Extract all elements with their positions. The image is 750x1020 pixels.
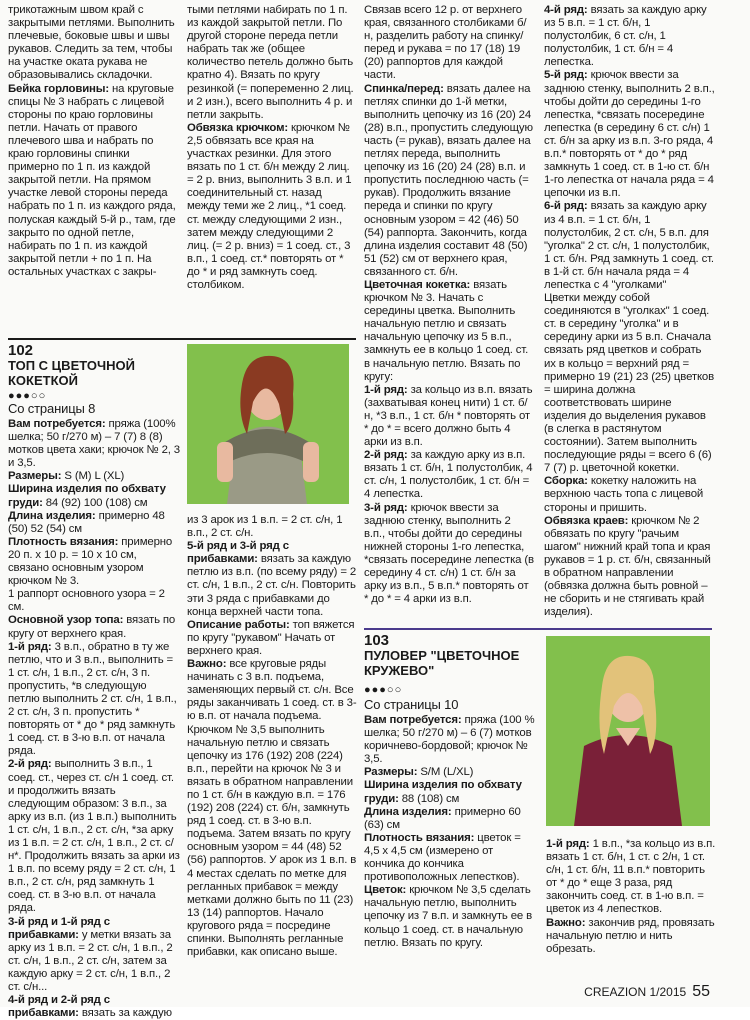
article-103-col3: Вам потребуется: пряжа (100 % шелка; 50 г/270 м) – 6 (7) мотков коричнево-бордовой; крючок № 3,5. Размеры: S/M (L/XL) Ширина изделия по обхвату груди: 88 (108) см Длина изделия: примерно 60 (63) см Плотность вязания: цветок = 4,5 х 4,5 см (измерено от кончика до кончика противоположных лепестков). Цветок: крючком № 3,5 сделать начальную петлю, выполнить цепочку из 7 в.п. и замкнуть ее в кольцо 1 соед. ст. в начальную петлю. Вязать по кругу. bbox=[364, 714, 535, 949]
page-number: 55 bbox=[692, 983, 710, 1000]
difficulty-rating: ●●●○○ bbox=[8, 390, 47, 402]
col2-top-text: тыми петлями набирать по 1 п. из каждой закрытой петли. По другой стороне переда петли набрать так же (общее количество петель должно быть кратно 4). Вязать по кругу резинкой (= попеременно 2 лиц. и 2 изн.), всего выполнить 4 р. и петли закрыть. Обвязка крючком: крючком № 2,5 обвязать все края на участках резинки. Для этого вязать по 1 ст. б/н между 2 лиц. = 2 р. вниз, выполнить 3 в.п. и 1 соединительный ст. назад между теми же 2 лиц., *1 соед. ст. между следующими 2 изн., затем между следующими 2 лиц. (= 2 р. вниз) = 1 соед. ст., 3 в.п., 1 соед. ст.* повторять от * до * и ряд замкнуть соед. столбиком. bbox=[187, 4, 354, 291]
article-102-col1: Вам потребуется: пряжа (100% шелка; 50 г/270 м) – 7 (7) 8 (8) мотков цвета хаки; крючок № 2, 3 и 3,5. Размеры: S (M) L (XL) Ширина изделия по обхвату груди: 84 (92) 100 (108) см Длина изделия: примерно 48 (50) 52 (54) см Плотность вязания: примерно 20 п. х 10 р. = 10 х 10 см, связано основным узором крючком № 3. 1 раппорт основного узора = 2 см. Основной узор топа: вязать по кругу от верхнего края. 1-й ряд: 3 в.п., обратно в ту же петлю, что и 3 в.п., выполнить = 1 ст. с/н, 1 в.п., 2 ст. с/н, 3 п. пропустить, *в следующую петлю выполнить 2 ст. с/н, 1 в.п., 2 ст. с/н, 3 п. пропустить * повторять от * до * ряд замкнуть 1 соед. ст. в 3-ю в.п. от начала ряда. 2-й ряд: выполнить 3 в.п., 1 соед. ст., через ст. с/н 1 соед. ст. и продолжить вязать следующим образом: 3 в.п., за арку из в.п. (из 1 в.п.) выполнить 1 ст. с/н, 1 в.п., 2 ст. с/н, *за арку из 1 в.п. = 2 ст. с/н, 1 в.п., 2 ст. с/н*. Продолжить вязать за арки из 1 в.п. по всему ряду = 2 ст. с/н, 1 в.п., 2 ст. с/н, ряд замкнуть 1 соед. ст. в 3-ю в.п. от начала ряда. 3-й ряд и 1-й ряд с прибавками: у метки вязать за арку из 1 в.п. = 2 ст. с/н, 1 в.п., 2 ст. с/н, 1 в.п., 2 ст. с/н, затем за каждую арку = 2 ст. с/н, 1 в.п., 2 ст. с/н... 4-й ряд и 2-й ряд с прибавками: вязать за каждую bbox=[8, 418, 180, 1020]
article-102-photo bbox=[187, 344, 349, 504]
model-photo-illustration bbox=[187, 344, 349, 504]
col3-text: Связав всего 12 р. от верхнего края, связанного столбиками б/н, разделить работу на спинку/перед и рукава = по 17 (18) 19 (20) раппортов для каждой части. Спинка/перед: вязать далее на петлях спинки до 1-й метки, выполнить цепочку из 16 (20) 24 (28) в.п., пропустить следующую часть (= рукав), вязать далее на петлях переда, выполнить цепочку из 16 (20) 24 (28) в.п. и пропустить последнюю часть (= рукав). Продолжить вязание переда и спинки по кругу основным узором = 42 (46) 50 (54) раппорта. Закончить, когда длина изделия составит 48 (50) 51 (52) см от верхнего края, связанного ст. б/н. Цветочная кокетка: вязать крючком № 3. Начать с середины цветка. Выполнить начальную петлю и связать начальную цепочку из 5 в.п., замкнуть ее в кольцо 1 соед. ст. в начальную петлю. Вязать по кругу: 1-й ряд: за кольцо из в.п. вязать (захватывая конец нити) 1 ст. б/н, *3 в.п., 1 ст. б/н * повторять от * до * = всего должно быть 4 арки из в.п. 2-й ряд: за каждую арку из в.п. вязать 1 ст. б/н, 1 полустолбик, 4 ст. с/н, 1 полустолбик, 1 ст. б/н = 4 лепестка. 3-й ряд: крючок ввести за заднюю стенку, выполнить 2 в.п., чтобы дойти до середины нижней стороны 1-го лепестка, *связать посередине лепестка (в середину 4 ст. с/н) 1 ст. б/н за арку из в.п., 5 в.п.* повторять от * до * = 4 арки из в.п. bbox=[364, 4, 534, 606]
article-103-source: Со страницы 10 bbox=[364, 697, 459, 712]
article-102-number: 102 bbox=[8, 342, 34, 359]
model-photo-illustration-103 bbox=[546, 636, 710, 826]
difficulty-rating-103: ●●●○○ bbox=[364, 684, 403, 696]
article-103-title: ПУЛОВЕР "ЦВЕТОЧНОЕ КРУЖЕВО" bbox=[364, 648, 520, 678]
col1-top-text: трикотажным швом край с закрытыми петлями. Выполнить плечевые, боковые швы и швы рукавов. Следить за тем, чтобы на участке оката рукава не образовывались складочки. Бейка горловины: на круговые спицы № 3 набрать с лицевой стороны по краю горловины петли. Начать от правого плечевого шва и набрать по краю горловины спинки примерно по 1 п. из каждой закрытой петли. На прямом участке левой стороны переда набрать по 1 п. из каждого ряда, полуская каждый 5-й р., там, где закрыто по одной петле, набирать по 1 п. из каждой закрытой петли + по 1 п. На остальных участках с закры- bbox=[8, 4, 176, 278]
article-103-photo bbox=[546, 636, 710, 826]
magazine-issue: CREAZION 1/2015 bbox=[584, 985, 687, 999]
col4-text: 4-й ряд: вязать за каждую арку из 5 в.п. = 1 ст. б/н, 1 полустолбик, 6 ст. с/н, 1 полустолбик, 1 ст. б/н = 4 лепестка. 5-й ряд: крючок ввести за заднюю стенку, выполнить 2 в.п., чтобы дойти до середины 1-го лепестка, *связать посередине лепестка (в середину 6 ст. с/н) 1 ст. б/н за арку из в.п. 3-го ряда, 4 в.п.* повторять от * до * ряд замкнуть 1 соед. ст. в 1-ю ст. б/н 1-го лепестка от начала ряда = 4 цепочки из в.п. 6-й ряд: вязать за каждую арку из 4 в.п. = 1 ст. б/н, 1 полустолбик, 2 ст. с/н, 5 в.п. для "уголка" 2 ст. с/н, 1 полустолбик, 1 ст. б/н. Ряд замкнуть 1 соед. ст. в 1-й ст. б/н начала ряда = 4 лепестка с 4 "уголками" Цветки между собой соединяются в "уголках" 1 соед. ст. в середину "уголка" и в середину арки из 5 в.п. Сначала связать ряд цветков и собрать их в кольцо = верхний ряд = примерно 19 (21) 23 (25) цветков = ширина должна соответствовать ширине изделия до выделения рукавов (в слегка в растянутом состоянии). Затем выполнить последующие ряды = всего 6 (6) 7 (7) р. цветочной кокетки. Сборка: кокетку наложить на верхнюю часть топа с лицевой стороны и пришить. Обвязка краев: крючком № 2 обвязать по кругу "рачьим шагом" нижний край топа и края рукавов = 1 р. ст. б/н, связанный в обратном направлении (обвязка должна быть ровной – не сборить и не стягивать край изделия). bbox=[544, 4, 715, 619]
article-102-col2: из 3 арок из 1 в.п. = 2 ст. с/н, 1 в.п., 2 ст. с/н. 5-й ряд и 3-й ряд с прибавками: вязать за каждую петлю из в.п. (по всему ряду) = 2 ст. с/н, 1 в.п., 2 ст. с/н. Повторить эти 3 ряда с прибавками до конца верхней части топа. Описание работы: топ вяжется по кругу "рукавом" Начать от верхнего края. Важно: все круговые ряды начинать с 3 в.п. подъема, заменяющих первый ст. с/н. Все ряды заканчивать 1 соед. ст. в 3-ю в.п. от начала подъема. Крючком № 3,5 выполнить начальную петлю и связать цепочку из 176 (192) 208 (224) в.п., перейти на крючок № 3 и вязать в обратном направлении по 1 ст. б/н в каждую в.п. = 176 (192) 208 (224) ст. б/н, замкнуть ряд 1 соед. ст. в 3-ю в.п. подъема. Затем вязать по кругу основным узором = 44 (48) 52 (56) раппортов. У арок из 1 в.п. в 4 местах сделать по метке для регланных прибавок = между метками должно быть по 11 (23) 13 (14) раппортов. Начало кругового ряда = посредине спинки. Выполнять регланные прибавки, как описано выше. bbox=[187, 514, 357, 959]
article-102-source: Со страницы 8 bbox=[8, 401, 96, 416]
article-103-rule bbox=[364, 628, 712, 630]
article-102-title: ТОП С ЦВЕТОЧНОЙ КОКЕТКОЙ bbox=[8, 358, 135, 388]
article-102-rule bbox=[8, 338, 356, 340]
article-103-col4: 1-й ряд: 1 в.п., *за кольцо из в.п. вязать 1 ст. б/н, 1 ст. с 2/н, 1 ст. с/н, 1 ст. б/н, 11 в.п.* повторить от * до * еще 3 раза, ряд закончить соед. ст. в 1-ю в.п. = цветок из 4 лепестков. Важно: закончив ряд, провязать начальную петлю и нить обрезать. bbox=[546, 838, 716, 955]
article-103-number: 103 bbox=[364, 632, 390, 649]
page-footer bbox=[584, 983, 710, 1001]
